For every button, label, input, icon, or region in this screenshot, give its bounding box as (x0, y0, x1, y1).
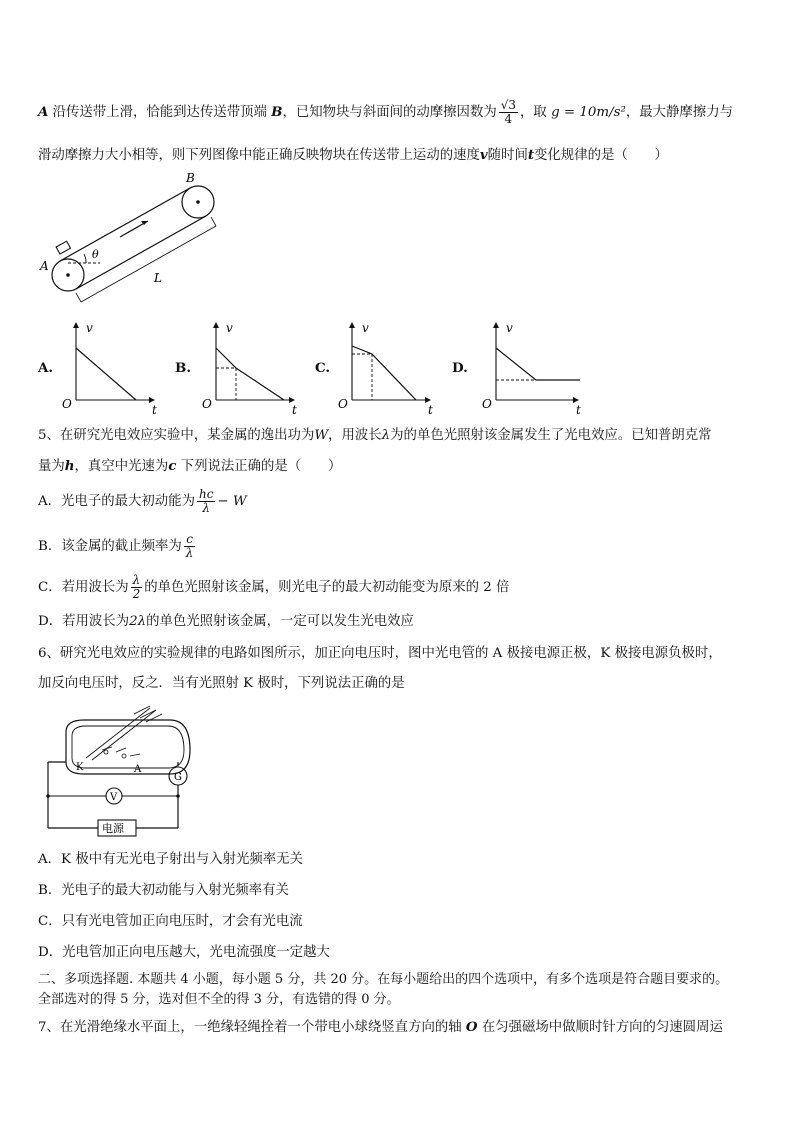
label-A: A (40, 259, 49, 273)
origin: O (482, 397, 492, 411)
q4-line-2: 滑动摩擦力大小相等，则下列图像中能正确反映物块在传送带上运动的速度v随时间t变化规律的是（ ） (38, 147, 668, 163)
axis-t: t (428, 403, 433, 417)
q5-stem-line-1: 5、在研究光电效应实验中，某金属的逸出功为W，用波长λ为的单色光照射该金属发生了光电效应。已知普朗克常 (38, 428, 712, 443)
q5-option-c: C．若用波长为 $\frac{\lambda}{2}$ 的单色光照射该金属，则光电子的最大初动能变为原来的 2 倍 (38, 573, 510, 601)
q6-option-b: B．光电子的最大初动能与入射光频率有关 (38, 883, 289, 898)
q4-option-b-letter: B. (175, 360, 191, 376)
axis-t: t (576, 403, 581, 417)
q5-stem-line-2: 量为h，真空中光速为c 下列说法正确的是（ ） (38, 458, 342, 474)
q5-option-d: D．若用波长为2λ的单色光照射该金属，一定可以发生光电效应 (38, 614, 414, 629)
origin: O (62, 397, 72, 411)
q6-option-c: C．只有光电管加正向电压时，才会有光电流 (38, 914, 303, 929)
q4-option-c-graph (336, 318, 436, 418)
axis-t: t (152, 403, 157, 417)
q4-option-d-letter: D. (452, 360, 468, 376)
conveyor-belt-diagram (36, 170, 236, 310)
axis-v: v (362, 321, 369, 335)
q6-option-d: D．光电管加正向电压越大，光电流强度一定越大 (38, 945, 330, 960)
label-B: B (186, 171, 195, 185)
section-2-heading-line-2: 全部选对的得 5 分，选对但不全的得 3 分，有选错的得 0 分。 (38, 992, 400, 1007)
label-theta: θ (92, 248, 99, 261)
axis-t: t (292, 403, 297, 417)
q6-stem-line-2: 加反向电压时，反之．当有光照射 K 极时，下列说法正确的是 (38, 676, 405, 691)
label-K: K (76, 762, 84, 773)
q4-line-1: A 沿传送带上滑，恰能到达传送带顶端 B，已知物块与斜面间的动摩擦因数为 $\frac{√3}{4}$ ，取 g = 10m/s²，最大静摩擦力与 (38, 98, 733, 126)
label-power-source: 电源 (102, 822, 124, 835)
q4-option-b-graph (200, 318, 300, 418)
q6-stem-line-1: 6、研究光电效应的实验规律的电路如图所示，加正向电压时，图中光电管的 A 极接电源正极，K 极接电源负极时， (38, 646, 722, 661)
photoelectric-circuit-diagram (40, 700, 200, 840)
q4-option-c-letter: C. (315, 360, 331, 376)
q6-option-a: A．K 极中有无光电子射出与入射光频率无关 (38, 852, 303, 867)
label-A: A (134, 764, 142, 775)
origin: O (202, 397, 212, 411)
q4-option-d-graph (480, 318, 590, 418)
axis-v: v (86, 321, 93, 335)
q5-option-b: B．该金属的截止频率为 $\frac{c}{\lambda}$ (38, 532, 194, 560)
q4-option-a-letter: A. (38, 360, 54, 376)
origin: O (338, 397, 348, 411)
q7-stem-line-1: 7、在光滑绝缘水平面上，一绝缘轻绳拴着一个带电小球绕竖直方向的轴 O 在匀强磁场中做顺时针方向的匀速圆周运 (38, 1019, 723, 1035)
label-G: G (174, 772, 182, 783)
label-V: V (110, 792, 118, 803)
mu-fraction: $\frac{√3}{4}$ (500, 98, 517, 126)
q4-option-a-graph (60, 318, 160, 418)
q5-option-a: A．光电子的最大初动能为 $\frac{hc}{\lambda}$ − W (38, 487, 247, 515)
axis-v: v (226, 321, 233, 335)
label-L: L (154, 271, 162, 285)
axis-v: v (506, 321, 513, 335)
section-2-heading-line-1: 二、多项选择题. 本题共 4 小题，每小题 5 分，共 20 分。在每小题给出的四个选项中，有多个选项是符合题目要求的。 (38, 972, 729, 987)
